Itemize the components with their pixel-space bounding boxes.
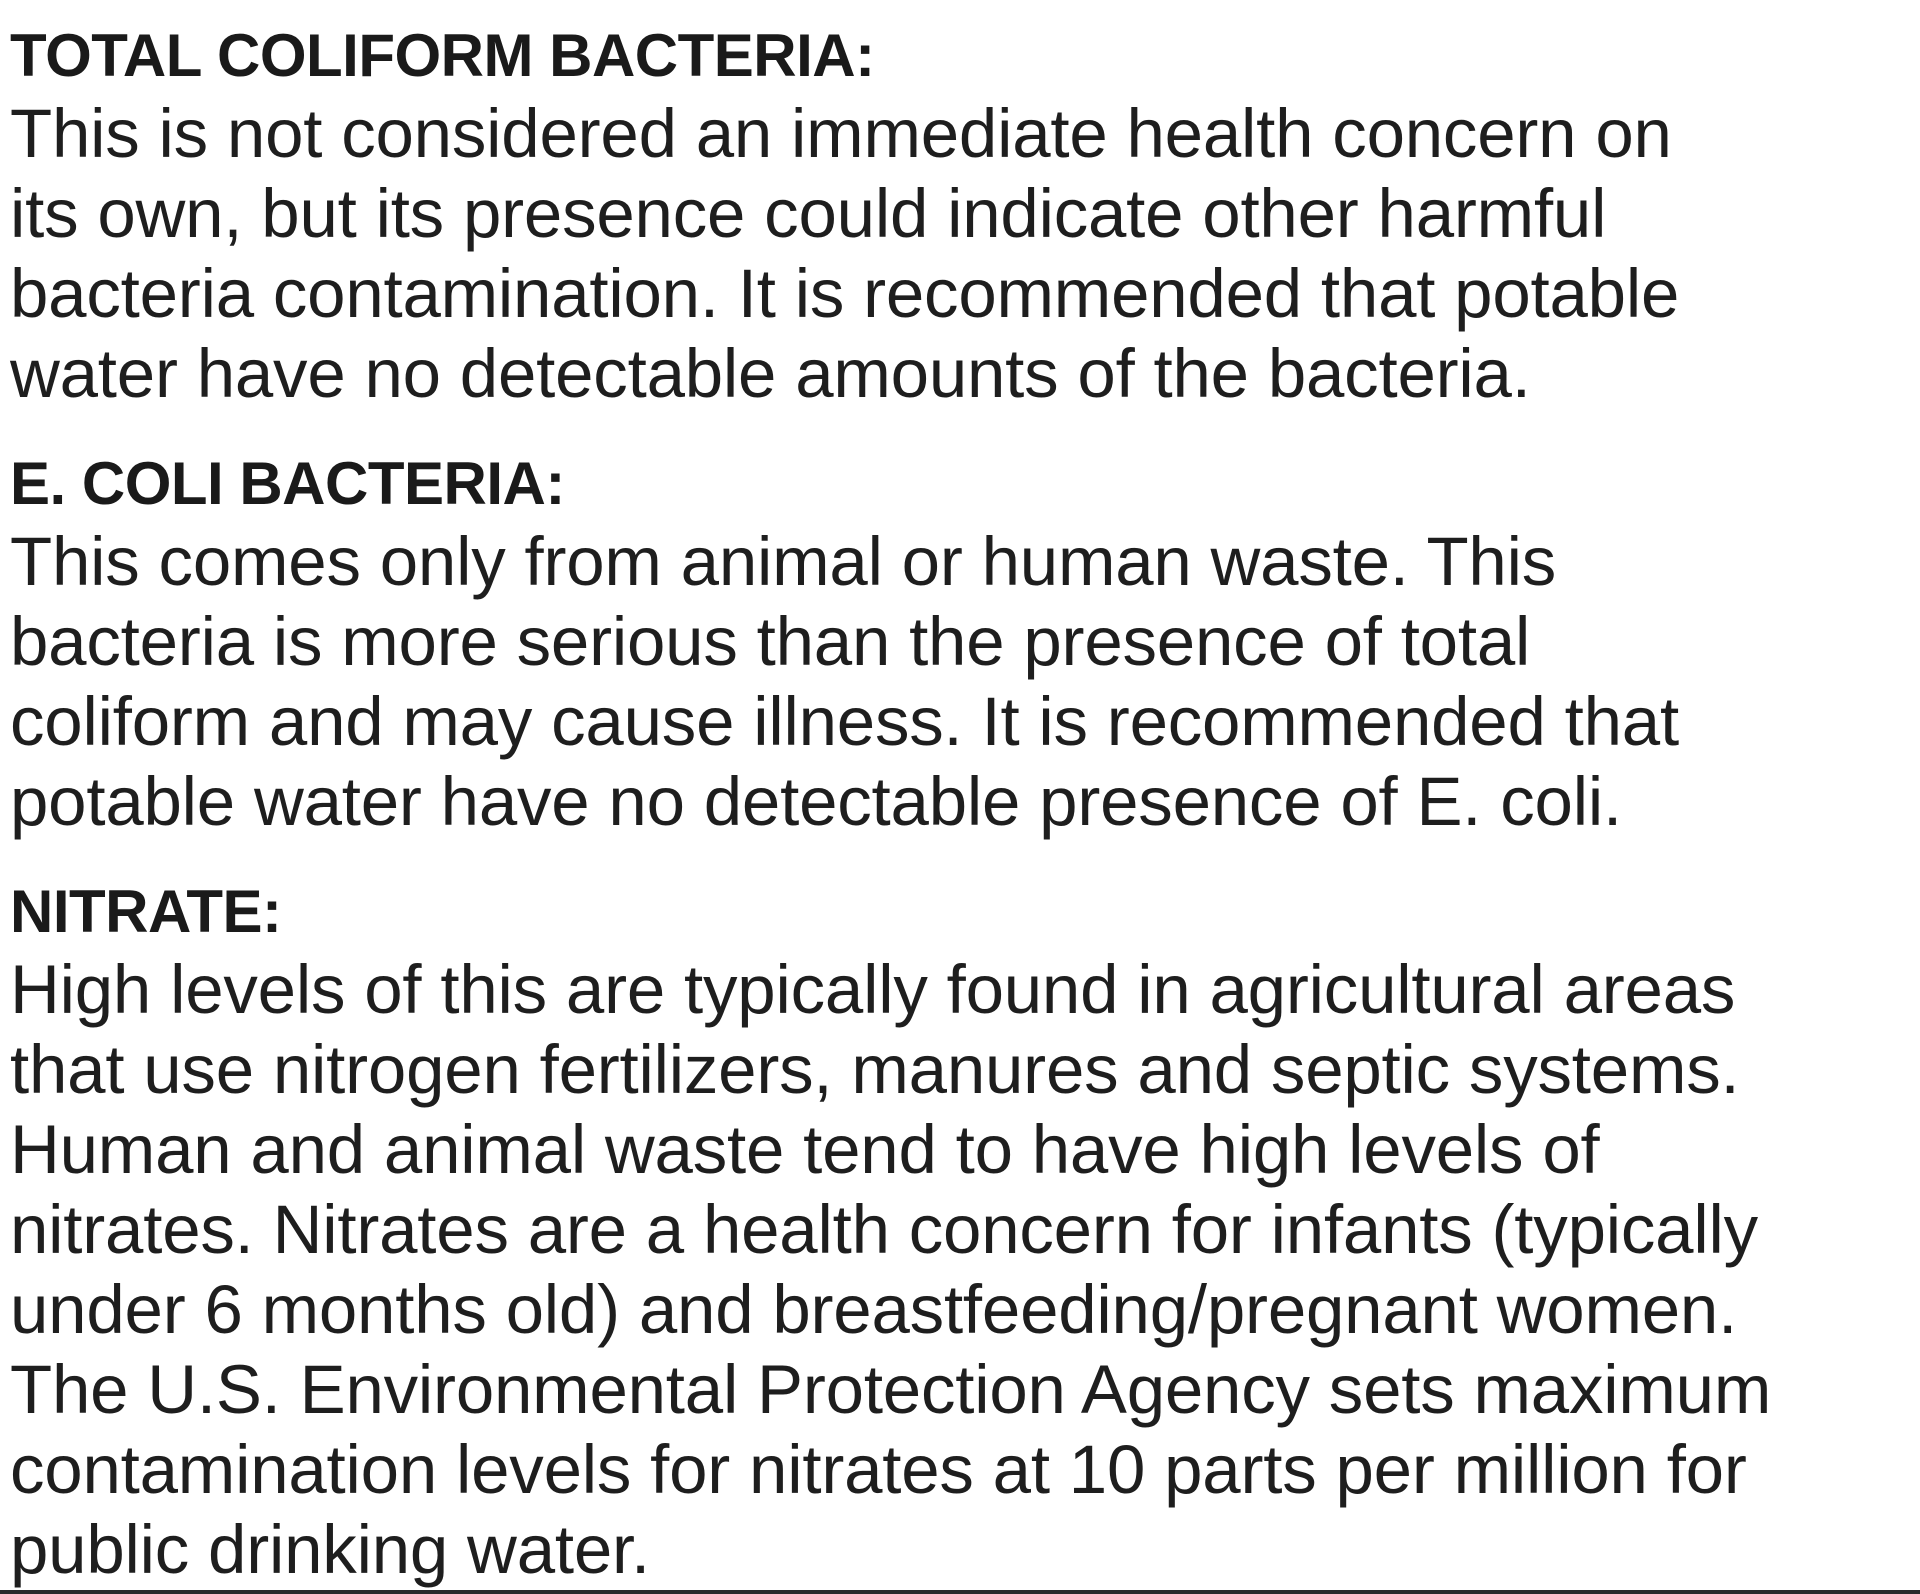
body-line: High levels of this are typically found in agricultural areas bbox=[10, 951, 1736, 1028]
body-line: coliform and may cause illness. It is recommended that bbox=[10, 683, 1679, 760]
body-line: nitrates. Nitrates are a health concern for infants (typically bbox=[10, 1191, 1758, 1268]
body-line: Human and animal waste tend to have high levels of bbox=[10, 1111, 1600, 1188]
bottom-divider bbox=[0, 1590, 1920, 1594]
body-line: bacteria is more serious than the presence of total bbox=[10, 603, 1531, 680]
body-line: potable water have no detectable presence of E. coli. bbox=[10, 763, 1622, 840]
body-line: that use nitrogen fertilizers, manures and septic systems. bbox=[10, 1031, 1740, 1108]
section-body bbox=[10, 94, 1910, 414]
section-heading: NITRATE: bbox=[10, 878, 282, 945]
section-body bbox=[10, 950, 1910, 1590]
body-line: under 6 months old) and breastfeeding/pregnant women. bbox=[10, 1271, 1738, 1348]
body-line: The U.S. Environmental Protection Agency sets maximum bbox=[10, 1351, 1772, 1428]
section-heading: TOTAL COLIFORM BACTERIA: bbox=[10, 22, 875, 89]
section-e-coli bbox=[10, 446, 1920, 842]
section-heading: E. COLI BACTERIA: bbox=[10, 450, 565, 517]
body-line: water have no detectable amounts of the bacteria. bbox=[10, 335, 1531, 412]
body-line: This is not considered an immediate health concern on bbox=[10, 95, 1672, 172]
body-line: public drinking water. bbox=[10, 1511, 650, 1588]
section-body bbox=[10, 522, 1910, 842]
body-line: bacteria contamination. It is recommended that potable bbox=[10, 255, 1680, 332]
body-line: This comes only from animal or human waste. This bbox=[10, 523, 1557, 600]
body-line: its own, but its presence could indicate other harmful bbox=[10, 175, 1607, 252]
section-nitrate bbox=[10, 874, 1920, 1590]
body-line: contamination levels for nitrates at 10 parts per million for bbox=[10, 1431, 1747, 1508]
section-total-coliform bbox=[10, 18, 1920, 414]
